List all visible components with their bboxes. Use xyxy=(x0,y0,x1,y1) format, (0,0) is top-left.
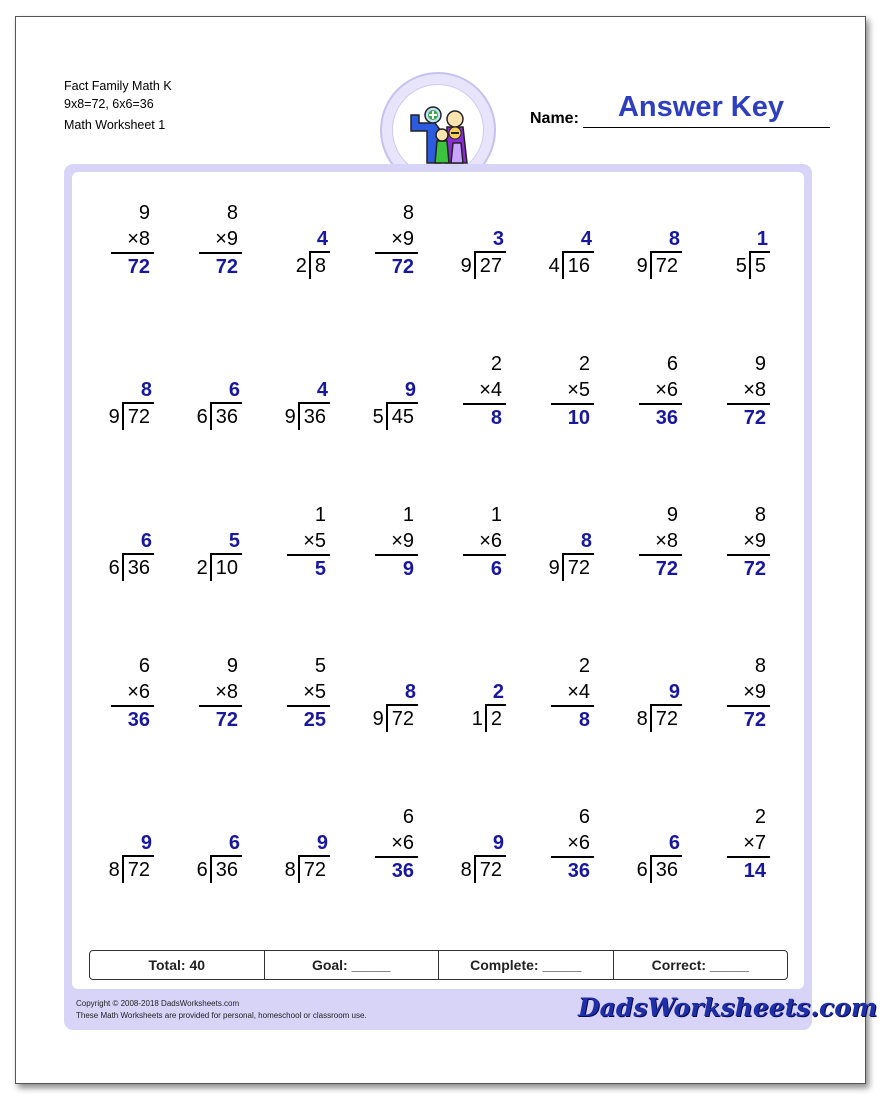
quotient-answer: 2 xyxy=(492,681,504,703)
divisor: 8 xyxy=(636,708,648,730)
factor-bottom xyxy=(199,679,242,707)
name-field[interactable] xyxy=(583,127,830,128)
multiplication-problem xyxy=(74,176,162,276)
quotient-answer: 3 xyxy=(492,228,504,250)
factor-bottom-value: 9 xyxy=(402,228,414,250)
operator: × xyxy=(391,228,403,250)
dividend: 10 xyxy=(210,553,242,581)
dividend: 72 xyxy=(562,553,594,581)
factor-top: 9 xyxy=(226,655,238,677)
dividend: 36 xyxy=(298,402,330,430)
factor-bottom-value: 9 xyxy=(402,530,414,552)
operator: × xyxy=(567,681,579,703)
operator: × xyxy=(127,681,139,703)
dividend: 16 xyxy=(562,251,594,279)
dividend: 36 xyxy=(210,402,242,430)
division-problem xyxy=(250,176,338,276)
factor-top: 8 xyxy=(754,655,766,677)
factor-bottom xyxy=(375,528,418,556)
multiplication-problem xyxy=(162,176,250,276)
divisor: 4 xyxy=(548,255,560,277)
dividend: 27 xyxy=(474,251,506,279)
division-problem xyxy=(602,176,690,276)
product-answer: 5 xyxy=(314,558,326,580)
factor-bottom-value: 5 xyxy=(314,681,326,703)
operator: × xyxy=(743,832,755,854)
product-answer: 8 xyxy=(578,709,590,731)
factor-bottom xyxy=(551,830,594,858)
factor-bottom-value: 4 xyxy=(490,379,502,401)
factor-top: 6 xyxy=(138,655,150,677)
score-tally xyxy=(89,950,788,980)
factor-bottom-value: 8 xyxy=(754,379,766,401)
quotient-answer: 8 xyxy=(140,379,152,401)
factor-top: 2 xyxy=(754,806,766,828)
dividend: 72 xyxy=(122,402,154,430)
operator: × xyxy=(303,681,315,703)
product-answer: 14 xyxy=(743,860,766,882)
operator: × xyxy=(215,681,227,703)
product-answer: 36 xyxy=(655,407,678,429)
factor-bottom xyxy=(551,679,594,707)
dividend: 36 xyxy=(210,855,242,883)
footer-text xyxy=(76,998,367,1022)
dividend: 72 xyxy=(474,855,506,883)
factor-bottom-value: 9 xyxy=(754,530,766,552)
factor-bottom xyxy=(199,226,242,254)
worksheet-subtitle: Math Worksheet 1 xyxy=(64,118,166,132)
division-problem xyxy=(514,478,602,578)
multiplication-problem xyxy=(514,780,602,880)
factor-top: 6 xyxy=(402,806,414,828)
dividend: 72 xyxy=(386,704,418,732)
dividend: 8 xyxy=(309,251,330,279)
family-icon xyxy=(401,93,477,169)
multiplication-problem xyxy=(602,478,690,578)
division-problem xyxy=(250,780,338,880)
quotient-answer: 1 xyxy=(756,228,768,250)
quotient-answer: 4 xyxy=(316,228,328,250)
multiplication-problem xyxy=(602,327,690,427)
factor-top: 2 xyxy=(578,655,590,677)
product-answer: 72 xyxy=(215,709,238,731)
division-problem xyxy=(426,780,514,880)
dividend: 72 xyxy=(650,704,682,732)
product-answer: 72 xyxy=(743,709,766,731)
factor-bottom xyxy=(375,830,418,858)
factor-bottom xyxy=(727,528,770,556)
quotient-answer: 9 xyxy=(668,681,680,703)
brand-logo[interactable]: DadsWorksheets.com xyxy=(578,993,878,1022)
operator: × xyxy=(567,832,579,854)
division-problem xyxy=(74,780,162,880)
product-answer: 72 xyxy=(743,407,766,429)
factor-top: 8 xyxy=(754,504,766,526)
dividend: 72 xyxy=(298,855,330,883)
factor-top: 6 xyxy=(666,353,678,375)
factor-bottom xyxy=(639,528,682,556)
factor-bottom xyxy=(727,377,770,405)
factor-top: 9 xyxy=(754,353,766,375)
quotient-answer: 9 xyxy=(492,832,504,854)
dividend: 2 xyxy=(485,704,506,732)
product-answer: 72 xyxy=(215,256,238,278)
factor-bottom xyxy=(463,377,506,405)
divisor: 6 xyxy=(636,859,648,881)
operator: × xyxy=(127,228,139,250)
factor-bottom xyxy=(111,226,154,254)
multiplication-problem xyxy=(690,780,778,880)
product-answer: 36 xyxy=(391,860,414,882)
factor-bottom-value: 6 xyxy=(666,379,678,401)
fact-family: 9x8=72, 6x6=36 xyxy=(64,97,154,111)
operator: × xyxy=(743,530,755,552)
product-answer: 10 xyxy=(567,407,590,429)
factor-bottom-value: 6 xyxy=(578,832,590,854)
dividend: 5 xyxy=(749,251,770,279)
factor-bottom-value: 6 xyxy=(138,681,150,703)
product-answer: 8 xyxy=(490,407,502,429)
divisor: 6 xyxy=(196,406,208,428)
answer-key-label: Answer Key xyxy=(617,91,784,123)
factor-bottom xyxy=(727,830,770,858)
divisor: 1 xyxy=(471,708,483,730)
division-problem xyxy=(514,176,602,276)
total-count: Total: 40 xyxy=(90,951,265,979)
quotient-answer: 4 xyxy=(316,379,328,401)
divisor: 9 xyxy=(636,255,648,277)
division-problem xyxy=(602,780,690,880)
multiplication-problem xyxy=(338,478,426,578)
division-problem xyxy=(250,327,338,427)
product-answer: 9 xyxy=(402,558,414,580)
factor-bottom xyxy=(639,377,682,405)
operator: × xyxy=(303,530,315,552)
multiplication-problem xyxy=(250,478,338,578)
product-answer: 25 xyxy=(303,709,326,731)
goal-field[interactable]: Goal: _____ xyxy=(265,951,440,979)
division-problem xyxy=(338,327,426,427)
factor-bottom xyxy=(111,679,154,707)
operator: × xyxy=(743,681,755,703)
quotient-answer: 6 xyxy=(228,832,240,854)
factor-bottom-value: 6 xyxy=(402,832,414,854)
multiplication-problem xyxy=(162,629,250,729)
product-answer: 6 xyxy=(490,558,502,580)
division-problem xyxy=(426,629,514,729)
dividend: 36 xyxy=(122,553,154,581)
division-problem xyxy=(690,176,778,276)
factor-top: 8 xyxy=(402,202,414,224)
factor-bottom-value: 5 xyxy=(578,379,590,401)
divisor: 5 xyxy=(372,406,384,428)
quotient-answer: 9 xyxy=(404,379,416,401)
division-problem xyxy=(74,478,162,578)
product-answer: 72 xyxy=(743,558,766,580)
worksheet-title: Fact Family Math K xyxy=(64,79,172,93)
divisor: 6 xyxy=(108,557,120,579)
divisor: 5 xyxy=(735,255,747,277)
correct-field[interactable]: Correct: _____ xyxy=(651,957,749,973)
multiplication-problem xyxy=(426,327,514,427)
problem-row xyxy=(72,478,804,578)
factor-bottom-value: 4 xyxy=(578,681,590,703)
quotient-answer: 8 xyxy=(404,681,416,703)
divisor: 9 xyxy=(372,708,384,730)
product-answer: 72 xyxy=(127,256,150,278)
problem-row xyxy=(72,629,804,729)
product-answer: 36 xyxy=(567,860,590,882)
multiplication-problem xyxy=(426,478,514,578)
multiplication-problem xyxy=(514,629,602,729)
problem-row xyxy=(72,780,804,880)
factor-bottom-value: 5 xyxy=(314,530,326,552)
divisor: 8 xyxy=(108,859,120,881)
usage-notice: These Math Worksheets are provided for personal, homeschool or classroom use. xyxy=(76,1011,367,1020)
operator: × xyxy=(743,379,755,401)
factor-bottom-value: 6 xyxy=(490,530,502,552)
copyright: Copyright © 2008-2018 DadsWorksheets.com xyxy=(76,999,240,1008)
quotient-answer: 8 xyxy=(580,530,592,552)
division-problem xyxy=(162,327,250,427)
product-answer: 72 xyxy=(391,256,414,278)
quotient-answer: 6 xyxy=(668,832,680,854)
dividend: 45 xyxy=(386,402,418,430)
quotient-answer: 5 xyxy=(228,530,240,552)
complete-field[interactable]: Complete: _____ xyxy=(439,951,614,979)
factor-bottom-value: 8 xyxy=(138,228,150,250)
divisor: 2 xyxy=(196,557,208,579)
problem-row xyxy=(72,176,804,276)
quotient-answer: 9 xyxy=(140,832,152,854)
factor-top: 2 xyxy=(578,353,590,375)
divisor: 9 xyxy=(460,255,472,277)
multiplication-problem xyxy=(514,327,602,427)
multiplication-problem xyxy=(690,629,778,729)
factor-bottom-value: 8 xyxy=(666,530,678,552)
factor-top: 8 xyxy=(226,202,238,224)
division-problem xyxy=(338,629,426,729)
name-label: Name: xyxy=(530,110,579,127)
quotient-answer: 8 xyxy=(668,228,680,250)
factor-bottom-value: 7 xyxy=(754,832,766,854)
dividend: 36 xyxy=(650,855,682,883)
division-problem xyxy=(162,478,250,578)
factor-top: 9 xyxy=(666,504,678,526)
product-answer: 72 xyxy=(655,558,678,580)
multiplication-problem xyxy=(74,629,162,729)
multiplication-problem xyxy=(690,327,778,427)
operator: × xyxy=(391,832,403,854)
multiplication-problem xyxy=(338,176,426,276)
quotient-answer: 9 xyxy=(316,832,328,854)
divisor: 6 xyxy=(196,859,208,881)
divisor: 8 xyxy=(460,859,472,881)
quotient-answer: 6 xyxy=(140,530,152,552)
operator: × xyxy=(391,530,403,552)
factor-bottom-value: 9 xyxy=(226,228,238,250)
division-problem xyxy=(162,780,250,880)
dividend: 72 xyxy=(650,251,682,279)
factor-top: 5 xyxy=(314,655,326,677)
multiplication-problem xyxy=(690,478,778,578)
factor-top: 6 xyxy=(578,806,590,828)
product-answer: 36 xyxy=(127,709,150,731)
divisor: 9 xyxy=(108,406,120,428)
factor-bottom xyxy=(727,679,770,707)
division-problem xyxy=(74,327,162,427)
factor-bottom-value: 9 xyxy=(754,681,766,703)
factor-bottom-value: 8 xyxy=(226,681,238,703)
problem-row xyxy=(72,327,804,427)
factor-bottom xyxy=(463,528,506,556)
multiplication-problem xyxy=(250,629,338,729)
factor-bottom xyxy=(287,528,330,556)
factor-top: 2 xyxy=(490,353,502,375)
divisor: 9 xyxy=(284,406,296,428)
operator: × xyxy=(479,379,491,401)
divisor: 9 xyxy=(548,557,560,579)
multiplication-problem xyxy=(338,780,426,880)
division-problem xyxy=(426,176,514,276)
operator: × xyxy=(479,530,491,552)
factor-top: 1 xyxy=(314,504,326,526)
quotient-answer: 4 xyxy=(580,228,592,250)
dividend: 72 xyxy=(122,855,154,883)
divisor: 2 xyxy=(295,255,307,277)
factor-top: 1 xyxy=(490,504,502,526)
operator: × xyxy=(567,379,579,401)
operator: × xyxy=(215,228,227,250)
factor-bottom xyxy=(287,679,330,707)
factor-top: 9 xyxy=(138,202,150,224)
divisor: 8 xyxy=(284,859,296,881)
operator: × xyxy=(655,530,667,552)
factor-top: 1 xyxy=(402,504,414,526)
factor-bottom xyxy=(375,226,418,254)
division-problem xyxy=(602,629,690,729)
operator: × xyxy=(655,379,667,401)
factor-bottom xyxy=(551,377,594,405)
problem-grid xyxy=(72,172,804,932)
quotient-answer: 6 xyxy=(228,379,240,401)
